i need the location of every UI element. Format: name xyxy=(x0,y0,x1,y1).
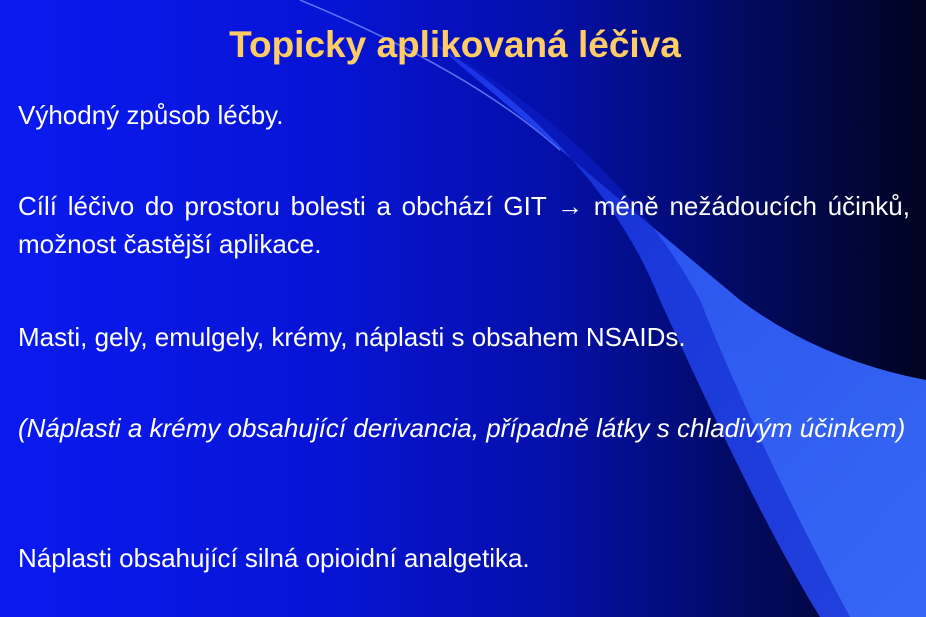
paragraph-forms: Masti, gely, emulgely, krémy, náplasti s obsahem NSAIDs. xyxy=(18,322,686,352)
slide-title: Topicky aplikovaná léčiva xyxy=(229,24,681,65)
paragraph-derivancia: (Náplasti a krémy obsahující derivancia, případně látky s chladivým účinkem) xyxy=(18,413,906,443)
paragraph-opioid-patches: Náplasti obsahující silná opioidní analgetika. xyxy=(18,543,530,573)
paragraph-targeting: Cílí léčivo do prostoru bolesti a obchází GIT → méně nežádoucích účinků, možnost častější aplikace. xyxy=(18,191,910,259)
paragraph-advantage: Výhodný způsob léčby. xyxy=(18,100,284,130)
